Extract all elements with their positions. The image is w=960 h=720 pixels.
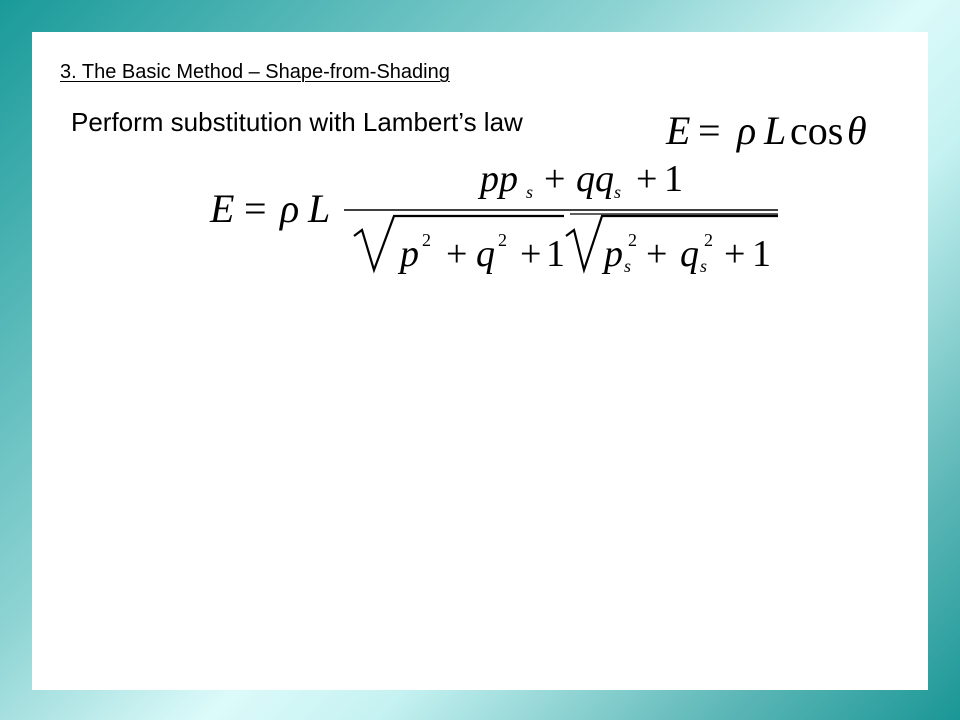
eq1-lhs: E	[666, 108, 691, 153]
num-plus2: +	[636, 158, 658, 200]
eq1-theta: θ	[847, 108, 867, 153]
den-left-plus1: +	[446, 233, 468, 275]
den-right-p-exp: 2	[628, 230, 637, 250]
num-q-sub: s	[614, 182, 622, 202]
slide-text: Perform substitution with Lambert’s law	[71, 107, 523, 137]
right-radical	[566, 216, 778, 276]
den-left-one: 1	[546, 233, 565, 275]
den-right-plus1: +	[646, 233, 668, 275]
eq2-rho: ρ	[280, 186, 300, 231]
eq2-equals: =	[244, 186, 267, 231]
den-left-q: q	[476, 233, 495, 275]
num-one: 1	[664, 158, 683, 200]
den-right-q-exp: 2	[704, 230, 713, 250]
den-left-p-exp: 2	[422, 230, 431, 250]
den-right-plus2: +	[724, 233, 746, 275]
den-right-q: q	[680, 233, 699, 275]
numerator	[477, 158, 683, 202]
left-radical	[354, 216, 565, 275]
num-pp: pp	[480, 158, 518, 200]
num-qq: qq	[576, 158, 614, 200]
den-right-p-sub: s	[624, 256, 632, 276]
eq2-lhs: E	[210, 186, 235, 231]
eq2-L: L	[308, 186, 331, 231]
den-left-q-exp: 2	[498, 230, 507, 250]
slide-title: 3. The Basic Method – Shape-from-Shading	[60, 61, 450, 83]
eq1-L: L	[764, 108, 787, 153]
eq1-equals: =	[698, 108, 721, 153]
eq1-cos: cos	[790, 108, 844, 153]
lambert-equation	[662, 104, 882, 156]
den-right-one: 1	[752, 233, 771, 275]
den-left-plus2: +	[520, 233, 542, 275]
num-plus1: +	[544, 158, 566, 200]
right-sqrt-sign	[566, 216, 778, 270]
den-left-p: p	[400, 233, 419, 275]
slide	[32, 32, 928, 690]
num-p-sub: s	[526, 182, 534, 202]
eq1-rho: ρ	[737, 108, 757, 153]
den-right-q-sub: s	[700, 256, 708, 276]
substitution-equation	[204, 158, 771, 276]
den-right-p: p	[604, 233, 623, 275]
